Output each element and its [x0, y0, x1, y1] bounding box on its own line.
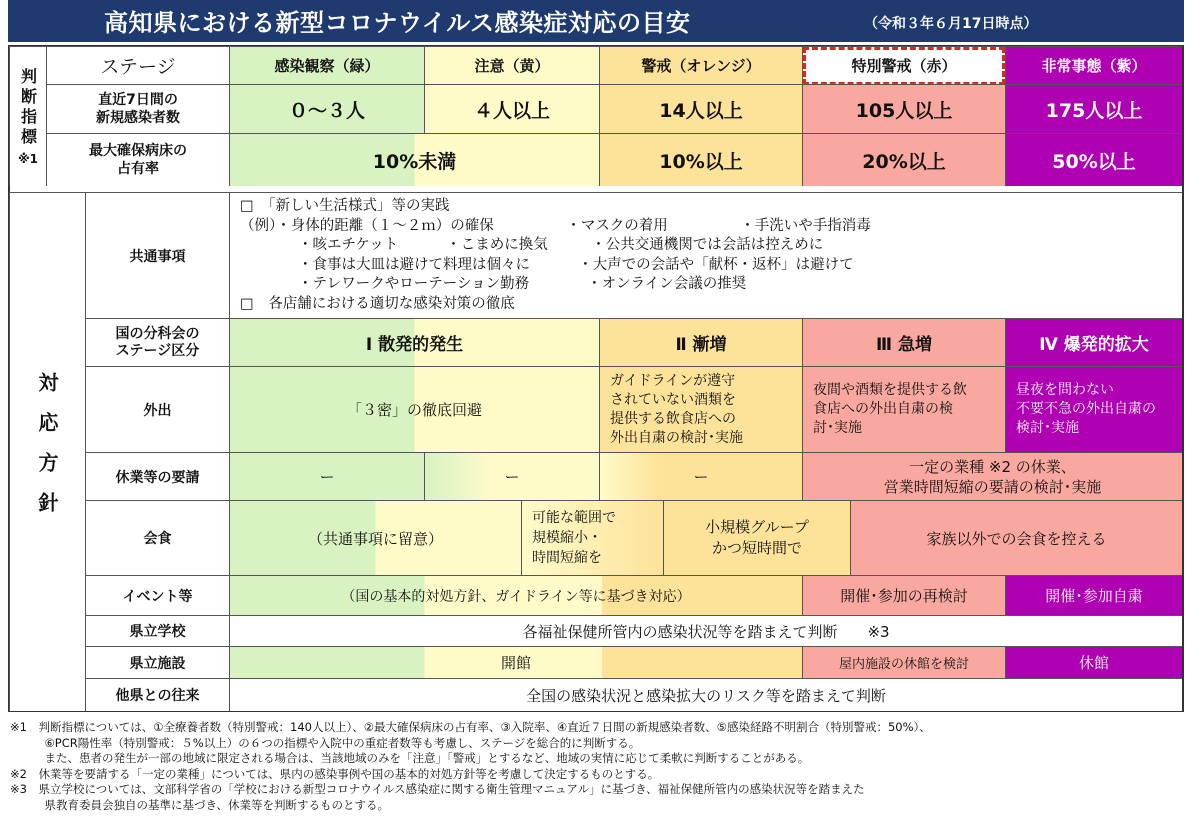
schools-label: 県立学校 [85, 615, 229, 646]
stage-red-cell [802, 46, 1005, 84]
dining-orange: 小規模グループ かつ短時間で [663, 500, 850, 575]
dining-label: 会食 [85, 500, 229, 575]
bed-rate-purple: 50%以上 [1005, 133, 1182, 186]
facilities-label: 県立施設 [85, 646, 229, 678]
common-text: □ 「新しい生活様式」等の実践 （例）・身体的距離（１～２ｍ）の確保 ・マスクの着用 ・手洗いや手指消毒 ・咳エチケット ・こまめに換気 ・公共交通機関では会話は控えめに ・食事は大皿は避けて料理は個々に ・大声での会話や「献杯・返杯」は避けて ・テレワークやローテーション勤務 ・オンライン会議の推奨 □ 各店舗における適切な感染対策の徹底 [229, 192, 1182, 318]
closure-red-purple: 一定の業種 ※2 の休業、 営業時間短縮の要請の検討･実施 [802, 452, 1182, 500]
stage-red: 特別警戒（赤） [851, 57, 957, 75]
national-stage-2: Ⅱ 漸増 [599, 318, 802, 366]
outing-label: 外出 [85, 366, 229, 452]
national-stage-1: Ⅰ 散発的発生 [229, 318, 599, 366]
events-label: イベント等 [85, 575, 229, 615]
national-stage-label: 国の分科会の ステージ区分 [85, 318, 229, 366]
new-cases-orange: 14人以上 [599, 84, 802, 133]
schools-value: 各福祉保健所管内の感染状況等を踏まえて判断 ※3 [229, 615, 1182, 646]
dining-green-yellow: （共通事項に留意） [229, 500, 521, 575]
closure-yellow: ー [424, 452, 599, 500]
new-cases-purple: 175人以上 [1005, 84, 1182, 133]
stage-purple: 非常事態（紫） [1005, 46, 1182, 84]
facilities-green-orange: 開館 [229, 646, 802, 678]
judgement-side-note: ※1 [17, 151, 38, 166]
page-title: 高知県における新型コロナウイルス感染症対応の目安 [104, 9, 691, 37]
stage-orange: 警戒（オレンジ） [599, 46, 802, 84]
common-label: 共通事項 [85, 192, 229, 318]
dining-yellow: 可能な範囲で 規模縮小・ 時間短縮を [521, 500, 663, 575]
outing-red: 夜間や酒類を提供する飲 食店への外出自粛の検 討･実施 [802, 366, 1005, 452]
national-stage-4: Ⅳ 爆発的拡大 [1005, 318, 1182, 366]
bed-rate-orange: 10%以上 [599, 133, 802, 186]
new-cases-green: ０～３人 [229, 84, 424, 133]
judgement-side-text: 判断指標 [18, 67, 38, 148]
date-note: （令和３年６月17日時点） [864, 16, 1038, 32]
dining-red-purple: 家族以外での会食を控える [850, 500, 1182, 575]
stage-green: 感染観察（緑） [229, 46, 424, 84]
bed-rate-red: 20%以上 [802, 133, 1005, 186]
stage-red-highlight [803, 47, 1005, 85]
new-cases-label: 直近7日間の 新規感染者数 [46, 84, 229, 133]
bed-rate-label: 最大確保病床の 占有率 [46, 133, 229, 186]
footnotes: ※1 判断指標については、①全療養者数（特別警戒：140人以上）、②最大確保病床の占有率、③入院率、④直近７日間の新規感染者数、⑤感染経路不明割合（特別警戒：50%）、 ⑥PCR陽性率（特別警戒：５%以上）の６つの指標や入院中の重症者数等も考慮し、ステージを総合的に判断する。 また、患者の発生が一部の地域に限定される場合は、当該地域のみを「注意」「警戒」とするなど、地域の実情に応じて柔軟に判断することがある。 ※2 休業等を要請する「一定の業種」については、県内の感染事例や国の基本的対処方針等を考慮して決定するものとする。 ※3 県立学校については、文部科学省の「学校における新型コロナウイルス感染症に関する衛生管理マニュアル」に基づき、福祉保健所管内の感染状況等を踏まえた 県教育委員会独自の基準に基づき、休業等を判断するものとする。 [10, 720, 931, 812]
closure-green: ー [229, 452, 424, 500]
closure-orange: ー [599, 452, 802, 500]
judgement-side-label [9, 46, 46, 186]
response-side-label [9, 192, 85, 711]
travel-value: 全国の感染状況と感染拡大のリスク等を踏まえて判断 [229, 678, 1182, 711]
bed-rate-green-yellow: 10%未満 [229, 133, 599, 186]
new-cases-yellow: ４人以上 [424, 84, 599, 133]
travel-label: 他県との往来 [85, 678, 229, 711]
stage-header: ステージ [46, 46, 229, 84]
facilities-purple: 休館 [1005, 646, 1182, 678]
title-bar [8, 0, 1184, 42]
events-purple: 開催･参加自粛 [1005, 575, 1182, 615]
response-side-text: 対応方針 [35, 372, 59, 532]
events-green-orange: （国の基本的対処方針、ガイドライン等に基づき対応） [229, 575, 802, 615]
stage-yellow: 注意（黄） [424, 46, 599, 84]
closure-label: 休業等の要請 [85, 452, 229, 500]
outing-green-yellow: 「３密」の徹底回避 [229, 366, 599, 452]
new-cases-red: 105人以上 [802, 84, 1005, 133]
outing-orange: ガイドラインが遵守 されていない酒類を 提供する飲食店への 外出自粛の検討･実施 [599, 366, 802, 452]
national-stage-3: Ⅲ 急増 [802, 318, 1005, 366]
events-red: 開催･参加の再検討 [802, 575, 1005, 615]
facilities-red: 屋内施設の休館を検討 [802, 646, 1005, 678]
outing-purple: 昼夜を問わない 不要不急の外出自粛の 検討･実施 [1005, 366, 1182, 452]
